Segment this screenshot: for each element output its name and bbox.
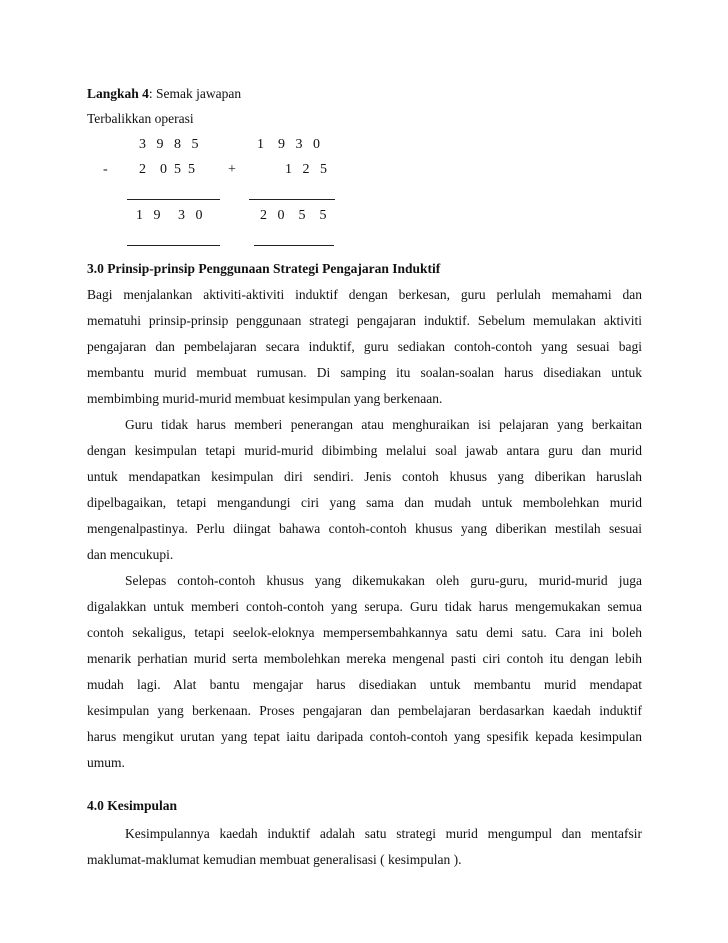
left-sum-line-1 [127,199,220,200]
paragraph-line: Bagi menjalankan aktiviti-aktiviti induktif dengan berkesan, guru perlulah memahami dan [87,287,642,302]
step-subtext: Terbalikkan operasi [87,111,194,126]
left-result: 1 9 3 0 [136,208,203,223]
right-sum-line-2 [254,245,334,246]
right-result: 2 0 5 5 [260,208,327,223]
paragraph-line: harus mengikut urutan yang tepat iaitu daripada contoh-contoh yang spesifik kepada kesimpulan [87,729,642,744]
paragraph-line: Selepas contoh-contoh khusus yang dikemukakan oleh guru-guru, murid-murid juga [125,573,642,588]
paragraph-line: Kesimpulannya kaedah induktif adalah satu strategi murid mengumpul dan mentafsir [125,826,642,841]
section-4-heading: 4.0 Kesimpulan [87,798,178,813]
paragraph-line: mengenalpastinya. Perlu diingat bahawa contoh-contoh khusus yang diberikan mestilah sesuai [87,521,642,536]
right-bottom-number: 1 2 5 [285,162,327,177]
paragraph-line: digalakkan untuk memberi contoh-contoh yang serupa. Guru tidak harus mengemukakan semua [87,599,642,614]
paragraph-line: dan mencukupi. [87,547,174,562]
paragraph-line: menarik perhatian murid serta membolehkan mereka mengenal pasti ciri contoh itu dengan lebih [87,651,642,666]
paragraph-line: Guru tidak harus memberi penerangan atau menghuraikan isi pelajaran yang berkaitan [125,417,642,432]
paragraph-line: membimbing murid-murid membuat kesimpulan yang berkenaan. [87,391,443,406]
plus-sign: + [228,162,236,177]
paragraph-line: untuk mendapatkan kesimpulan diri sendiri. Jenis contoh khusus yang diberikan haruslah [87,469,642,484]
minus-sign: - [103,162,108,177]
section-3-heading: 3.0 Prinsip-prinsip Penggunaan Strategi Pengajaran Induktif [87,261,441,276]
right-sum-line-1 [249,199,335,200]
right-top-number: 1 9 3 0 [257,137,320,152]
step-heading [87,86,241,102]
paragraph-line: dipelbagaikan, tetapi mengandungi ciri yang sama dan mudah untuk membolehkan murid [87,495,642,510]
left-sum-line-2 [127,245,220,246]
step-label: Langkah 4 [87,86,149,101]
paragraph-line: mematuhi prinsip-prinsip penggunaan strategi pengajaran induktif. Sebelum memulakan aktiviti [87,313,642,328]
step-text: : Semak jawapan [148,86,242,101]
paragraph-line: maklumat-maklumat kemudian membuat generalisasi ( kesimpulan ). [87,852,462,867]
left-bottom-number: 2 0 5 5 [139,162,195,177]
left-top-number: 3 9 8 5 [139,137,199,152]
paragraph-line: kesimpulan yang berkenaan. Proses pengajaran dan pembelajaran berdasarkan kaedah induktif [87,703,642,718]
paragraph-line: contoh sekaligus, tetapi seelok-eloknya mempersembahkannya satu demi satu. Cara ini boleh [87,625,642,640]
paragraph-line: umum. [87,755,125,770]
paragraph-line: dengan kesimpulan tetapi murid-murid dibimbing melalui soal jawab antara guru dan murid [87,443,642,458]
paragraph-line: pengajaran dan pembelajaran secara induktif, guru sediakan contoh-contoh yang sesuai bagi [87,339,642,354]
paragraph-line: mudah lagi. Alat bantu mengajar harus disediakan untuk membantu murid mendapat [87,677,642,692]
paragraph-line: membantu murid membuat rumusan. Di samping itu soalan-soalan harus disediakan untuk [87,365,642,380]
